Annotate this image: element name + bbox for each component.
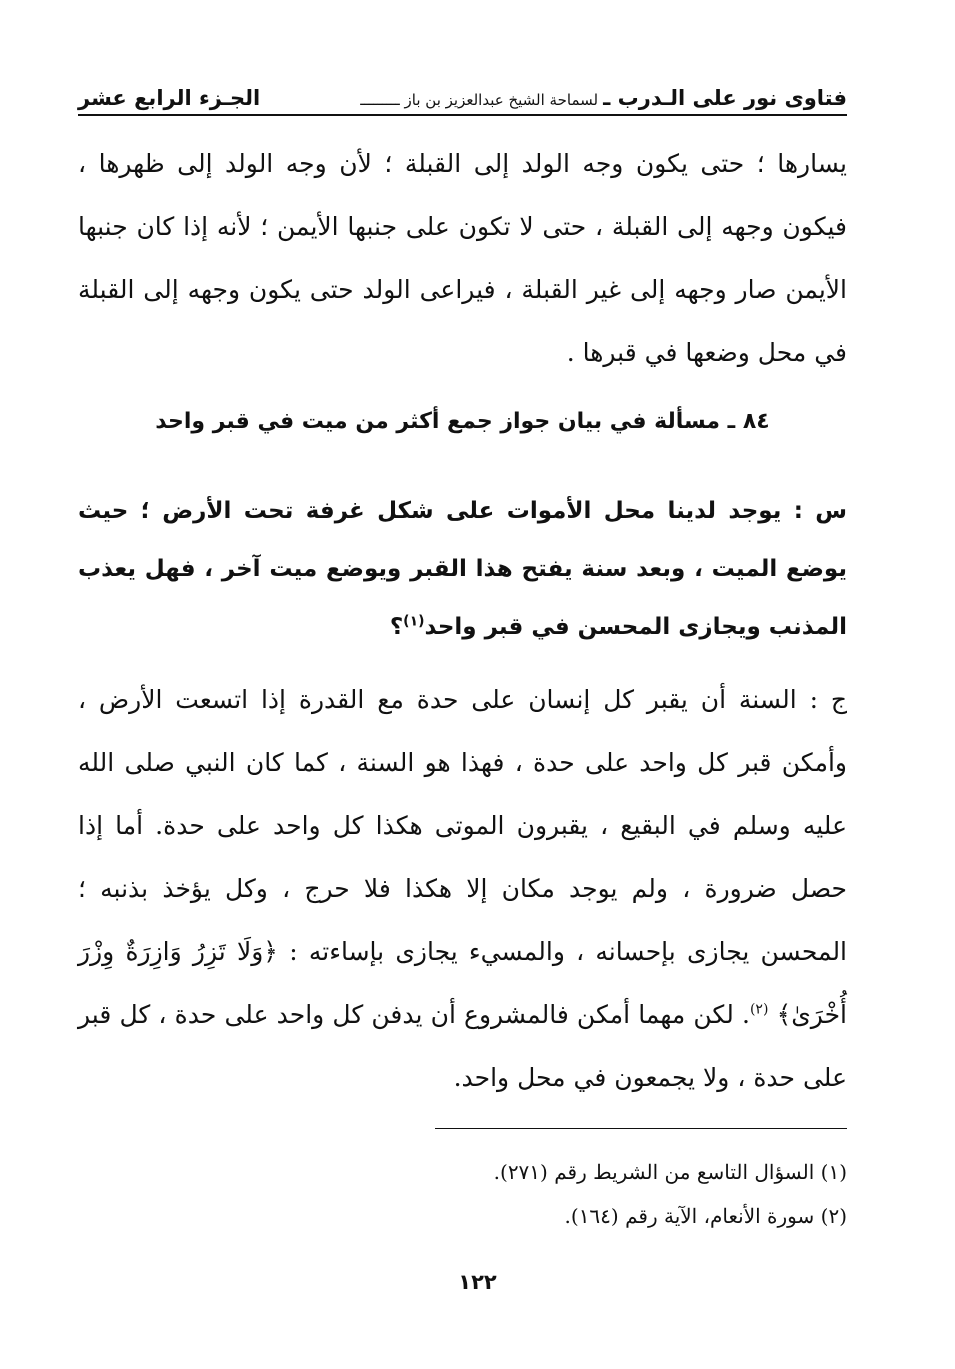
volume-label: الجـزء الرابع عشر	[78, 86, 261, 110]
question-paragraph	[78, 482, 847, 656]
page-number: ١٢٢	[458, 1270, 497, 1294]
section-heading: ٨٤ ـ مسألة في بيان جواز جمع أكثر من ميت في قبر واحد	[155, 409, 770, 434]
question-text: س : يوجد لدينا محل الأموات على شكل غرفة تحت الأرض ؛ حيث يوضع الميت ، وبعد سنة يفتح هذا القبر ويوضع ميت آخر ، فهل يعذب المذنب ويجازى المحسن في قبر واحد	[78, 498, 847, 640]
footnote-separator	[435, 1128, 847, 1129]
footnote-ref-2: (٢)	[749, 1001, 769, 1018]
footnote-1: (١) السؤال التاسع من الشريط رقم (٢٧١).	[493, 1160, 847, 1184]
book-author: لسماحة الشيخ عبدالعزيز بن باز ـــــــــ	[360, 91, 599, 109]
footnote-2: (٢) سورة الأنعام، الآية رقم (١٦٤).	[564, 1204, 847, 1228]
answer-text-part2: . لكن مهما أمكن فالمشروع أن يدفن كل واحد على حدة ، كل قبر على حدة ، ولا يجمعون في محل واحد.	[78, 1000, 847, 1092]
paragraph-continuation: يسارها ؛ حتى يكون وجه الولد إلى القبلة ؛ لأن وجه الولد إلى ظهرها ، فيكون وجهه إلى القبلة ، حتى لا تكون على جنبها الأيمن ؛ لأنه إذا كان جنبها الأيمن صار وجهه إلى غير القبلة ، فيراعى الولد حتى يكون وجهه إلى القبلة في محل وضعها في قبرها .	[78, 149, 847, 367]
book-series-title: فتاوى نور على الـدرب ـ	[603, 86, 847, 110]
footnotes	[78, 1150, 847, 1238]
question-end-mark: ؟	[389, 614, 404, 640]
header-title	[360, 86, 847, 110]
answer-paragraph	[78, 668, 847, 1109]
running-header	[78, 70, 847, 116]
answer-text-part1: ج : السنة أن يقبر كل إنسان على حدة مع القدرة إذا اتسعت الأرض ، وأمكن قبر كل واحد على حدة ، فهذا هو السنة ، كما كان النبي صلى الله عليه وسلم في البقيع ، يقبرون الموتى هكذا كل واحد على حدة. أما إذا حصل ضرورة ، ولم يوجد مكان إلا هكذا فلا حرج ، وكل يؤخذ بذنبه ؛ المحسن يجازى بإحسانه ، والمسيء يجازى بإساءته :	[78, 685, 848, 966]
quran-verse: ﴿وَلَا تَزِرُ وَازِرَةٌ وِزْرَ أُخْرَىٰ﴾	[78, 937, 847, 1029]
footnote-ref-1: (١)	[403, 613, 425, 630]
